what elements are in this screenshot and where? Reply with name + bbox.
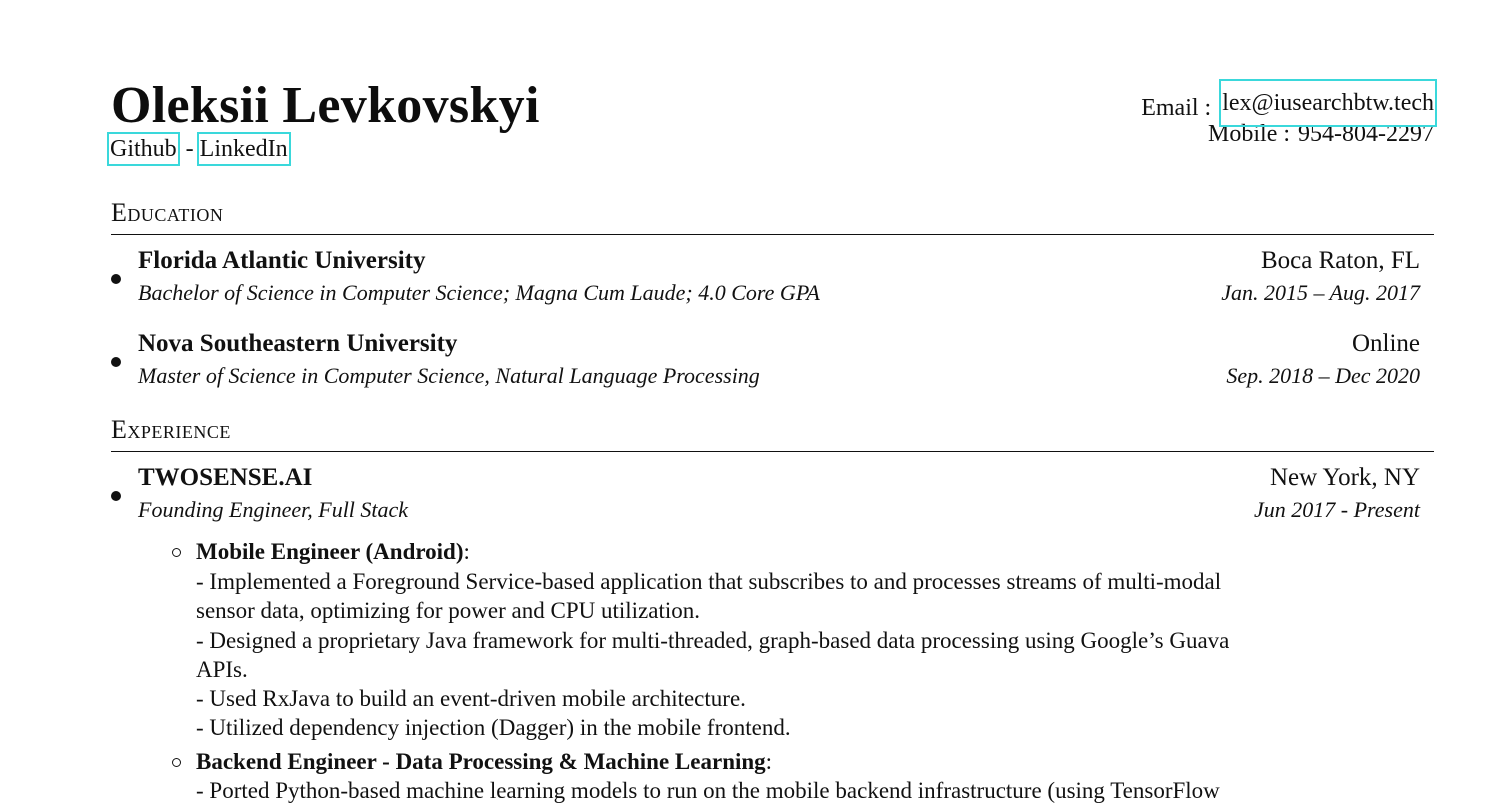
- education-entry: [111, 329, 1420, 395]
- company-location: New York, NY: [1269, 464, 1420, 491]
- description-line: - Designed a proprietary Java framework for multi-threaded, graph-based data processing using Google’s Guava: [196, 627, 1230, 653]
- link-separator: -: [185, 136, 194, 162]
- description-line: - Utilized dependency injection (Dagger) in the mobile frontend.: [196, 715, 791, 741]
- role-description: [196, 567, 1426, 743]
- email-label: Email :: [1141, 94, 1212, 121]
- description-line: APIs.: [196, 656, 248, 682]
- hollow-bullet-icon: [172, 758, 181, 767]
- github-link[interactable]: Github: [107, 132, 180, 166]
- school-name: Florida Atlantic University: [138, 247, 426, 274]
- linkedin-link[interactable]: LinkedIn: [197, 132, 291, 166]
- school-name: Nova Southeastern University: [138, 330, 458, 357]
- education-dates: Jan. 2015 – Aug. 2017: [1221, 280, 1420, 305]
- bullet-icon: [111, 274, 121, 284]
- role-colon: :: [463, 539, 470, 564]
- mobile-label: Mobile :: [1208, 121, 1291, 147]
- education-rule: [111, 234, 1434, 235]
- role-description: [196, 776, 1426, 805]
- experience-heading: Experience: [111, 415, 231, 444]
- email-link[interactable]: lex@iusearchbtw.tech: [1219, 79, 1437, 127]
- role-title: Backend Engineer - Data Processing & Machine Learning: [196, 749, 766, 774]
- contact-info: [1141, 85, 1434, 151]
- resume-page: [110, 0, 1434, 803]
- job-dates: Jun 2017 - Present: [1254, 497, 1420, 522]
- education-heading: Education: [111, 198, 224, 227]
- degree: Bachelor of Science in Computer Science; Magna Cum Laude; 4.0 Core GPA: [138, 280, 820, 305]
- experience-rule: [111, 451, 1434, 452]
- description-line: sensor data, optimizing for power and CPU utilization.: [196, 598, 700, 624]
- profile-links: [111, 132, 291, 166]
- school-location: Online: [1351, 330, 1420, 357]
- education-dates: Sep. 2018 – Dec 2020: [1226, 363, 1420, 388]
- job-position: Founding Engineer, Full Stack: [138, 497, 409, 522]
- email-row: [1141, 85, 1434, 121]
- bullet-icon: [111, 491, 121, 501]
- description-line: - Implemented a Foreground Service-based application that subscribes to and processes streams of multi-modal: [196, 569, 1222, 594]
- role-colon: :: [765, 749, 773, 774]
- description-line: - Used RxJava to build an event-driven mobile architecture.: [196, 686, 746, 712]
- education-entry: [111, 246, 1420, 312]
- description-line: - Ported Python-based machine learning models to run on the mobile backend infrastructure (using TensorFlow: [196, 778, 1220, 803]
- bullet-icon: [111, 357, 121, 367]
- hollow-bullet-icon: [172, 548, 181, 557]
- role-title: Mobile Engineer (Android): [196, 539, 464, 564]
- mobile-number: 954-804-2297: [1298, 121, 1434, 147]
- degree: Master of Science in Computer Science, Natural Language Processing: [138, 363, 760, 388]
- candidate-name: Oleksii Levkovskyi: [111, 77, 540, 134]
- school-location: Boca Raton, FL: [1260, 247, 1420, 274]
- experience-entry: [111, 463, 1420, 529]
- company-name: TWOSENSE.AI: [138, 464, 313, 491]
